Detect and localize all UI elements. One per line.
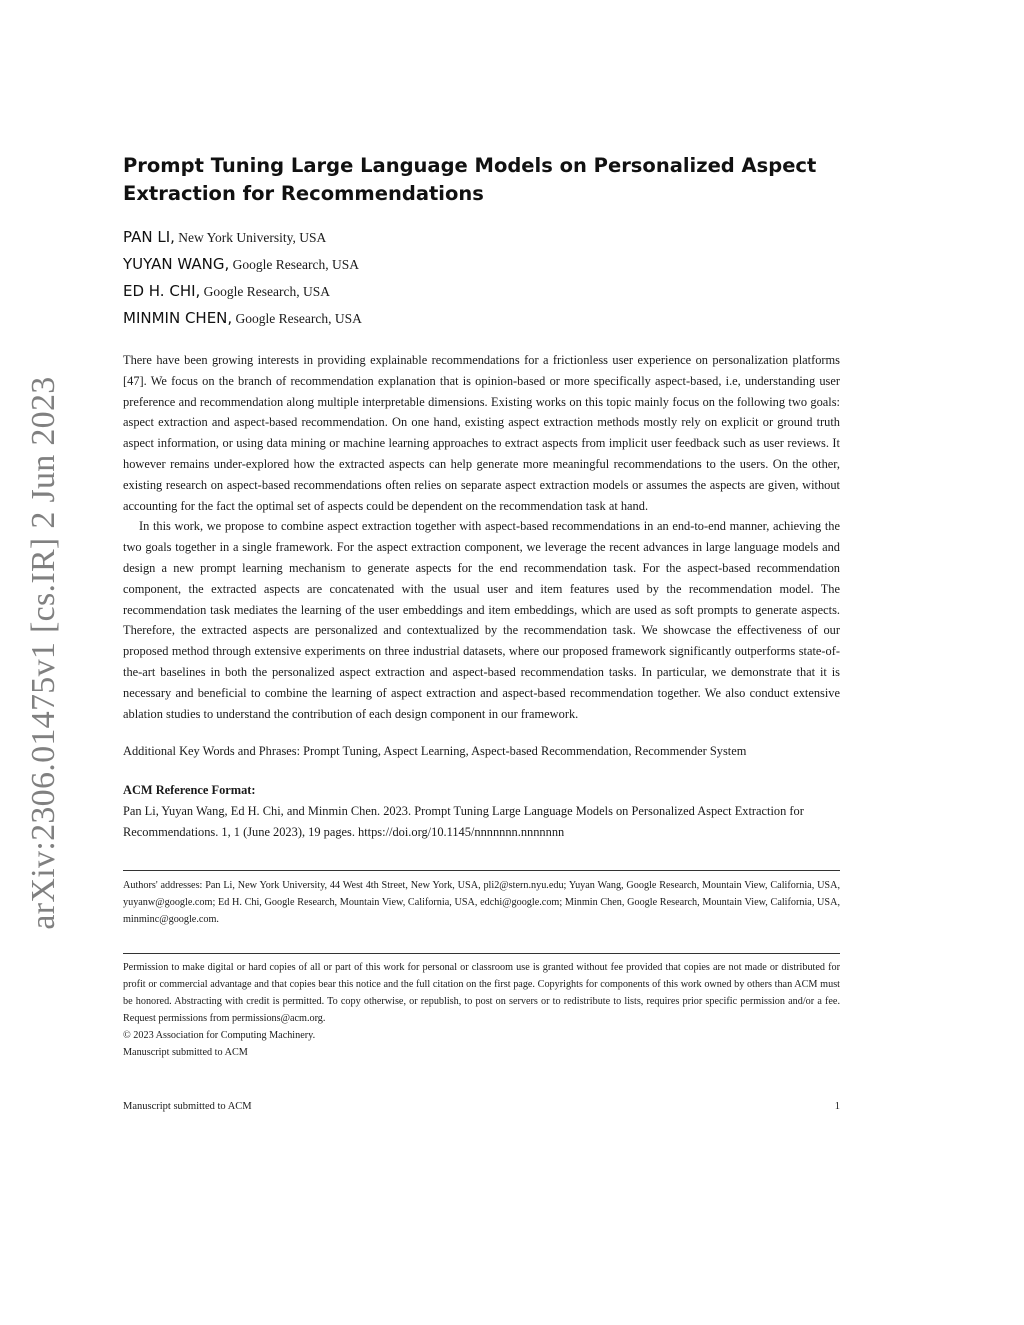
author-name: ED H. CHI, — [123, 282, 201, 300]
author-name: YUYAN WANG, — [123, 255, 230, 273]
page-number: 1 — [834, 1101, 840, 1112]
author-list — [123, 224, 840, 332]
abstract-paragraph: In this work, we propose to combine aspect extraction together with aspect-based recommendations in an end-to-end manner, achieving the two goals together in a single framework. For the aspect extraction component, we leverage the recent advances in large language models and design a new prompt learning mechanism to generate aspects for the end recommendation task. For the aspect-based recommendation component, the extracted aspects are concatenated with the usual user and item features used by the recommendation model. The recommendation task mediates the learning of the user embeddings and item embeddings, which are used as soft prompts to generate aspects. Therefore, the extracted aspects are personalized and contextualized by the recommendation task. We showcase the effectiveness of our proposed method through extensive experiments on three industrial datasets, where our proposed framework significantly outperforms state-of-the-art baselines in both the personalized aspect extraction and aspect-based recommendation tasks. In particular, we demonstrate that it is necessary and beneficial to combine the learning of aspect extraction and aspect-based recommendation together. We also conduct extensive ablation studies to understand the contribution of each design component in our framework. — [123, 519, 840, 721]
paper-first-page — [123, 150, 840, 1061]
abstract-paragraph: There have been growing interests in providing explainable recommendations for a frictionless user experience on personalization platforms [47]. We focus on the branch of recommendation explanation that is opinion-based or more specifically aspect-based, i.e, understanding user preference and recommendation along multiple interpretable dimensions. Existing works on this topic mainly focus on the following two goals: aspect extraction and aspect-based recommendation. On one hand, existing aspect extraction methods mostly rely on explicit or ground truth aspect information, or using data mining or machine learning approaches to extract aspects from implicit user feedback such as user reviews. It however remains under-explored how the extracted aspects can help generate more meaningful recommendations to the users. On the other, existing research on aspect-based recommendations often relies on separate aspect extraction models or assumes the aspects are given, without accounting for the fact the optimal set of aspects could be dependent on the recommendation task at hand. — [123, 353, 840, 513]
manuscript-line: Manuscript submitted to ACM — [123, 1046, 248, 1058]
footer-manuscript: Manuscript submitted to ACM — [123, 1101, 252, 1112]
paper-title: Prompt Tuning Large Language Models on Personalized Aspect Extraction for Recommendations — [123, 154, 817, 205]
acm-reference-text: Pan Li, Yuyan Wang, Ed H. Chi, and Minmin Chen. 2023. Prompt Tuning Large Language Models on Personalized Aspect Extraction for Recommendations. 1, 1 (June 2023), 19 pages. https://doi.org/10.1145/nnnnnnn.nnnnnnn — [123, 804, 804, 839]
acm-reference-heading: ACM Reference Format: — [123, 783, 256, 798]
author-affiliation: Google Research, USA — [229, 257, 360, 272]
author-affiliation: New York University, USA — [174, 230, 327, 245]
copyright-line: © 2023 Association for Computing Machinery. — [123, 1029, 316, 1041]
permission-notice — [123, 953, 840, 1061]
abstract — [123, 350, 840, 724]
arxiv-sidebar-stamp — [22, 378, 66, 928]
author-affiliation: Google Research, USA — [232, 311, 362, 326]
author-name: MINMIN CHEN, — [123, 309, 233, 327]
keywords: Additional Key Words and Phrases: Prompt Tuning, Aspect Learning, Aspect-based Recommendation, Recommender System — [123, 744, 747, 759]
author-entry — [123, 224, 840, 251]
authors-addresses: Authors' addresses: Pan Li, New York University, 44 West 4th Street, New York, USA, pli2@stern.nyu.edu; Yuyan Wang, Google Research, Mountain View, California, USA, yuyanw@google.com; Ed H. Chi, Google Research, Mountain View, California, USA, edchi@google.com; Minmin Chen, Google Research, Mountain View, California, USA, minminc@google.com. — [123, 870, 840, 928]
author-entry — [123, 251, 840, 278]
page-footer — [123, 1101, 840, 1112]
author-entry — [123, 278, 840, 305]
acm-reference-format — [123, 780, 840, 842]
arxiv-identifier: arXiv:2306.01475v1 [cs.IR] 2 Jun 2023 — [25, 376, 62, 930]
permission-text: Permission to make digital or hard copies of all or part of this work for personal or classroom use is granted without fee provided that copies are not made or distributed for profit or commercial advantage and that copies bear this notice and the full citation on the first page. Copyrights for components of this work owned by others than ACM must be honored. Abstracting with credit is permitted. To copy otherwise, or republish, to post on servers or to redistribute to lists, requires prior specific permission and/or a fee. Request permissions from permissions@acm.org. — [123, 961, 840, 1024]
author-affiliation: Google Research, USA — [200, 284, 331, 299]
author-entry — [123, 305, 840, 332]
author-name: PAN LI, — [123, 228, 175, 246]
